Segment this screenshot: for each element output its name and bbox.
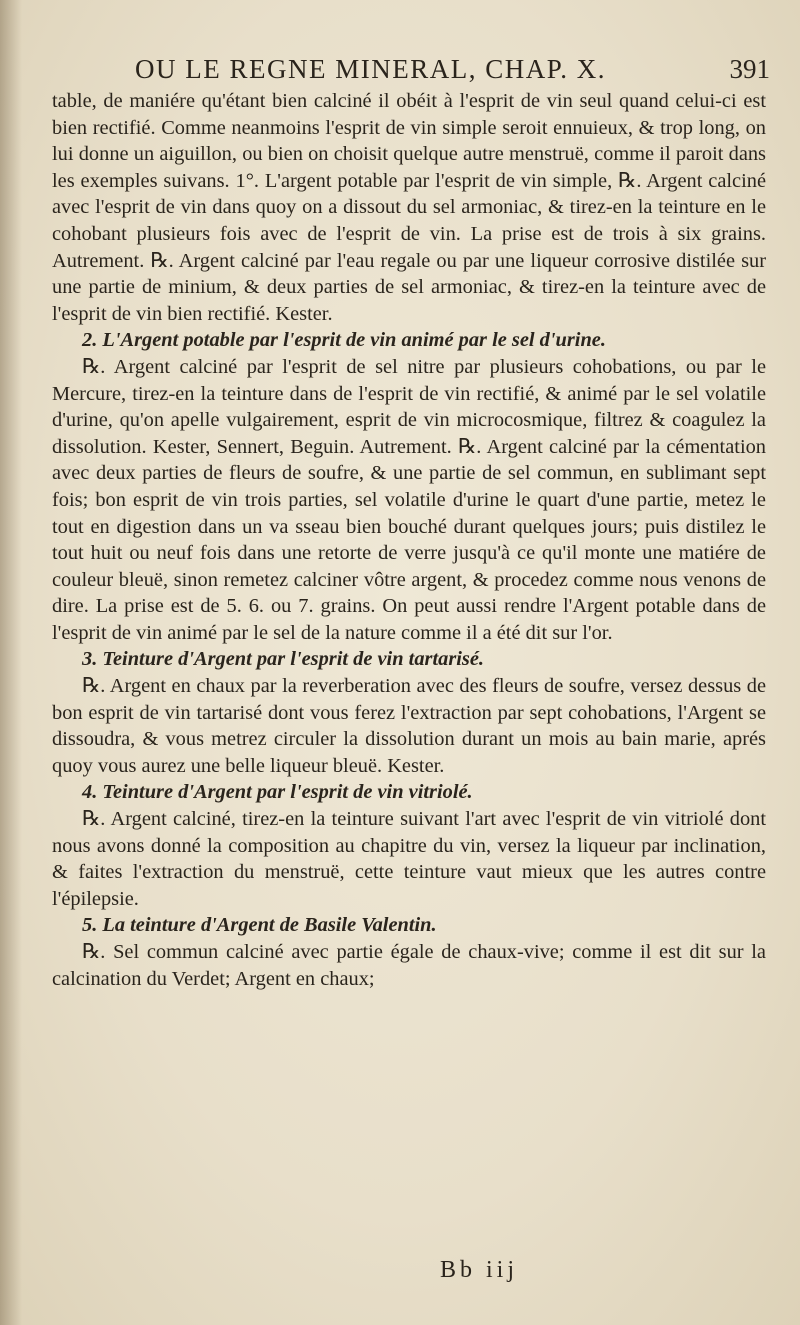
section-heading: 4. Teinture d'Argent par l'esprit de vin vitriolé. <box>82 781 473 804</box>
spine-shadow <box>0 0 22 1325</box>
paragraph: table, de maniére qu'étant bien calciné il obéit à l'esprit de vin seul quand celui-ci est bien rectifié. Comme neanmoins l'esprit de vin simple seroit ennuieux, & trop long, on lui donne un aiguillon, ou bien on choisit quelque autre menstruë, comme il paroit dans les exemples suivans. 1°. L'argent potable par l'esprit de vin simple, ℞. Argent calciné avec l'esprit de vin dans quoy on a dissout du sel armoniac, & tirez-en la teinture en le cohobant plusieurs fois avec de l'esprit de vin. La prise est de trois à six grains. Autrement. ℞. Argent calciné par l'eau regale ou par une liqueur corrosive distilée sur une partie de minium, & deux parties de sel armoniac, & tirez-en la teinture avec de l'esprit de vin bien rectifié. Kester. <box>52 90 766 325</box>
signature-mark: Bb iij <box>440 1257 519 1283</box>
body-text <box>52 88 766 992</box>
running-head-title: OU LE REGNE MINERAL, CHAP. X. <box>135 54 606 84</box>
page-number: 391 <box>729 54 770 84</box>
section-heading: 5. La teinture d'Argent de Basile Valentin. <box>82 914 437 937</box>
section-heading: 3. Teinture d'Argent par l'esprit de vin tartarisé. <box>82 648 484 671</box>
paragraph: ℞. Sel commun calciné avec partie égale de chaux-vive; comme il est dit sur la calcination du Verdet; Argent en chaux; <box>52 941 766 990</box>
paragraph: ℞. Argent en chaux par la reverberation avec des fleurs de soufre, versez dessus de bon esprit de vin tartarisé dont vous ferez l'extraction par sept cohobations, l'Argent se dissoudra, & vous metrez circuler la dissolution durant un mois au bain marie, aprés quoy vous aurez une belle liqueur bleuë. Kester. <box>52 675 766 777</box>
paragraph: ℞. Argent calciné, tirez-en la teinture suivant l'art avec l'esprit de vin vitriolé dont nous avons donné la composition au chapitre du vin, versez la liqueur par inclination, & faites l'extraction du menstruë, cette teinture vaut mieux que les autres contre l'épilepsie. <box>52 808 766 910</box>
paragraph: ℞. Argent calciné par l'esprit de sel nitre par plusieurs cohobations, ou par le Mercure, tirez-en la teinture dans de l'esprit de vin rectifié, & animé par le sel volatile d'urine, qu'on apelle vulgairement, esprit de vin microcosmique, filtrez & coagulez la dissolution. Kester, Sennert, Beguin. Autrement. ℞. Argent calciné par la cémentation avec deux parties de fleurs de soufre, & une partie de sel commun, en sublimant sept fois; bon esprit de vin trois parties, sel volatile d'urine le quart d'une partie, metez le tout en digestion dans un va sseau bien bouché durant quelques jours; puis distilez le tout huit ou neuf fois dans une retorte de verre jusqu'à ce qu'il monte une matiére de couleur bleuë, sinon remetez calciner vôtre argent, & procedez comme nous venons de dire. La prise est de 5. 6. ou 7. grains. On peut aussi rendre l'Argent potable dans de l'esprit de vin animé par le sel de la nature comme il a été dit sur l'or. <box>52 355 766 644</box>
running-head <box>40 52 770 92</box>
section-heading: 2. L'Argent potable par l'esprit de vin animé par le sel d'urine. <box>82 329 606 352</box>
